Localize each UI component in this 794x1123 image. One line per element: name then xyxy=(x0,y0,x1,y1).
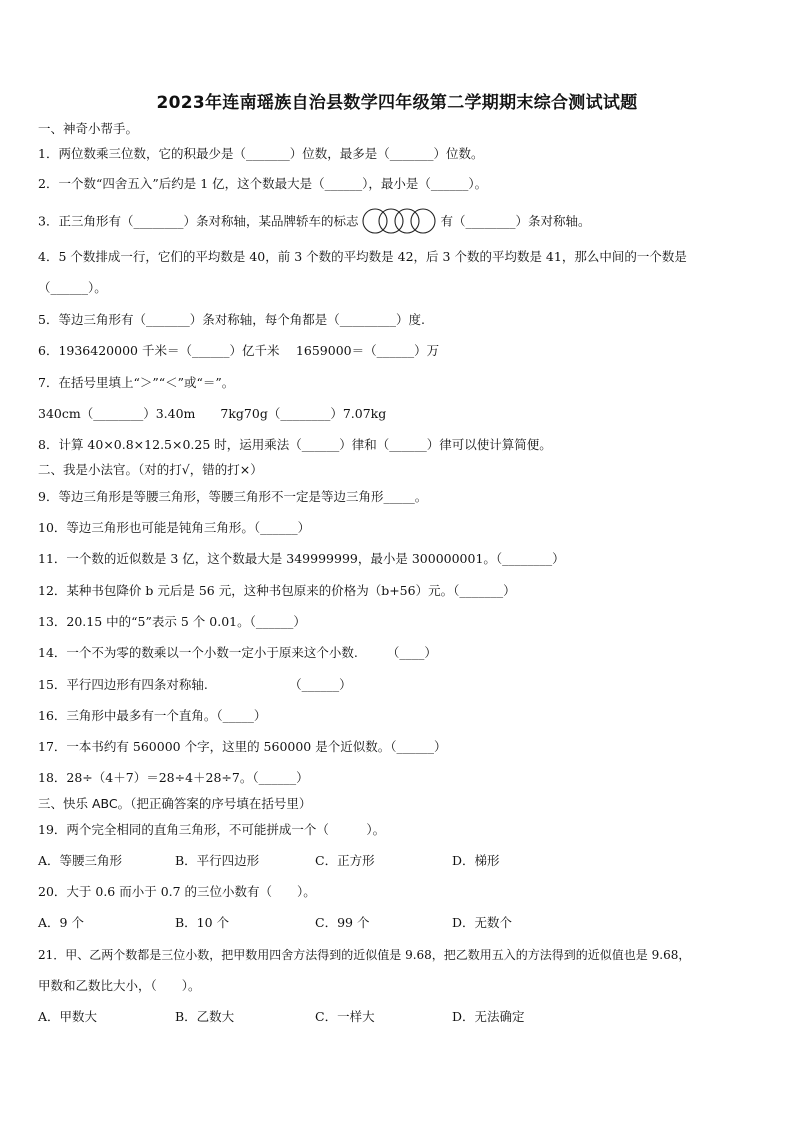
option-c: C．99 个 xyxy=(315,915,370,930)
option-b: B．平行四边形 xyxy=(175,853,260,868)
option-c: C．一样大 xyxy=(315,1009,375,1024)
option-d: D．无数个 xyxy=(452,915,513,930)
section-heading-1: 一、神奇小帮手。 xyxy=(38,121,139,136)
question-21-line-2: 甲数和乙数比大小，（ ）。 xyxy=(38,978,201,993)
question-21-line-1: 21．甲、乙两个数都是三位小数，把甲数用四舍方法得到的近似值是 9.68，把乙数用五入的方法得到的近似值也是 9.68， xyxy=(38,948,691,962)
question-13: 13．20.15 中的“5”表示 5 个 0.01。（______） xyxy=(38,614,306,629)
question-16: 16．三角形中最多有一个直角。（_____） xyxy=(38,708,267,723)
question-7: 7．在括号里填上“＞”“＜”或“＝”。 xyxy=(38,375,235,390)
section-heading-2: 二、我是小法官。（对的打√，错的打×） xyxy=(38,462,263,477)
question-9: 9．等边三角形是等腰三角形，等腰三角形不一定是等边三角形_____。 xyxy=(38,489,428,504)
question-18: 18．28÷（4＋7）＝28÷4＋28÷7。（______） xyxy=(38,770,309,785)
question-19-options xyxy=(38,852,764,870)
question-1: 1．两位数乘三位数，它的积最少是（_______）位数，最多是（_______）位数。 xyxy=(38,146,484,161)
option-a: A．甲数大 xyxy=(38,1009,98,1024)
option-a: A．9 个 xyxy=(38,915,84,930)
question-3 xyxy=(38,212,764,230)
option-b: B．乙数大 xyxy=(175,1009,235,1024)
question-21-options xyxy=(38,1008,764,1026)
option-a: A．等腰三角形 xyxy=(38,853,123,868)
question-4-line-1: 4．5 个数排成一行，它们的平均数是 40，前 3 个数的平均数是 42，后 3 个数的平均数是 41，那么中间的一个数是 xyxy=(38,249,687,264)
question-14: 14．一个不为零的数乘以一个小数一定小于原来这个小数. （____） xyxy=(38,645,437,660)
question-3-part-a: 3．正三角形有（________）条对称轴，某品牌轿车的标志 xyxy=(38,213,359,229)
question-3-part-b: 有（________）条对称轴。 xyxy=(440,213,591,229)
option-b: B．10 个 xyxy=(175,915,230,930)
question-2: 2．一个数“四舍五入”后约是 1 亿，这个数最大是（______），最小是（______）。 xyxy=(38,176,488,191)
question-15: 15．平行四边形有四条对称轴. （______） xyxy=(38,677,352,692)
question-20: 20．大于 0.6 而小于 0.7 的三位小数有（ ）。 xyxy=(38,884,316,899)
option-d: D．梯形 xyxy=(452,853,500,868)
option-d: D．无法确定 xyxy=(452,1009,525,1024)
question-6: 6．1936420000 千米＝（______）亿千米 1659000＝（______）万 xyxy=(38,343,440,358)
question-7-comparisons: 340cm（________）3.40m 7kg70g（________）7.07kg xyxy=(38,406,387,421)
question-20-options xyxy=(38,914,764,932)
question-19: 19．两个完全相同的直角三角形，不可能拼成一个（ ）。 xyxy=(38,822,386,837)
four-rings-car-logo-icon xyxy=(360,208,438,232)
question-5: 5．等边三角形有（_______）条对称轴，每个角都是（_________）度. xyxy=(38,312,425,327)
page-title: 2023年连南瑶族自治县数学四年级第二学期期末综合测试试题 xyxy=(156,93,638,113)
question-10: 10．等边三角形也可能是钝角三角形。（______） xyxy=(38,520,311,535)
option-c: C．正方形 xyxy=(315,853,375,868)
question-8: 8．计算 40×0.8×12.5×0.25 时，运用乘法（______）律和（______）律可以使计算简便。 xyxy=(38,437,552,452)
question-11: 11．一个数的近似数是 3 亿，这个数最大是 349999999，最小是 300000001。（________） xyxy=(38,551,565,566)
question-17: 17．一本书约有 560000 个字，这里的 560000 是个近似数。（______） xyxy=(38,739,447,754)
section-heading-3: 三、快乐 ABC。（把正确答案的序号填在括号里） xyxy=(38,796,312,811)
question-12: 12．某种书包降价 b 元后是 56 元，这种书包原来的价格为（b+56）元。（_______） xyxy=(38,583,516,598)
question-4-line-2: （______）。 xyxy=(38,280,107,295)
